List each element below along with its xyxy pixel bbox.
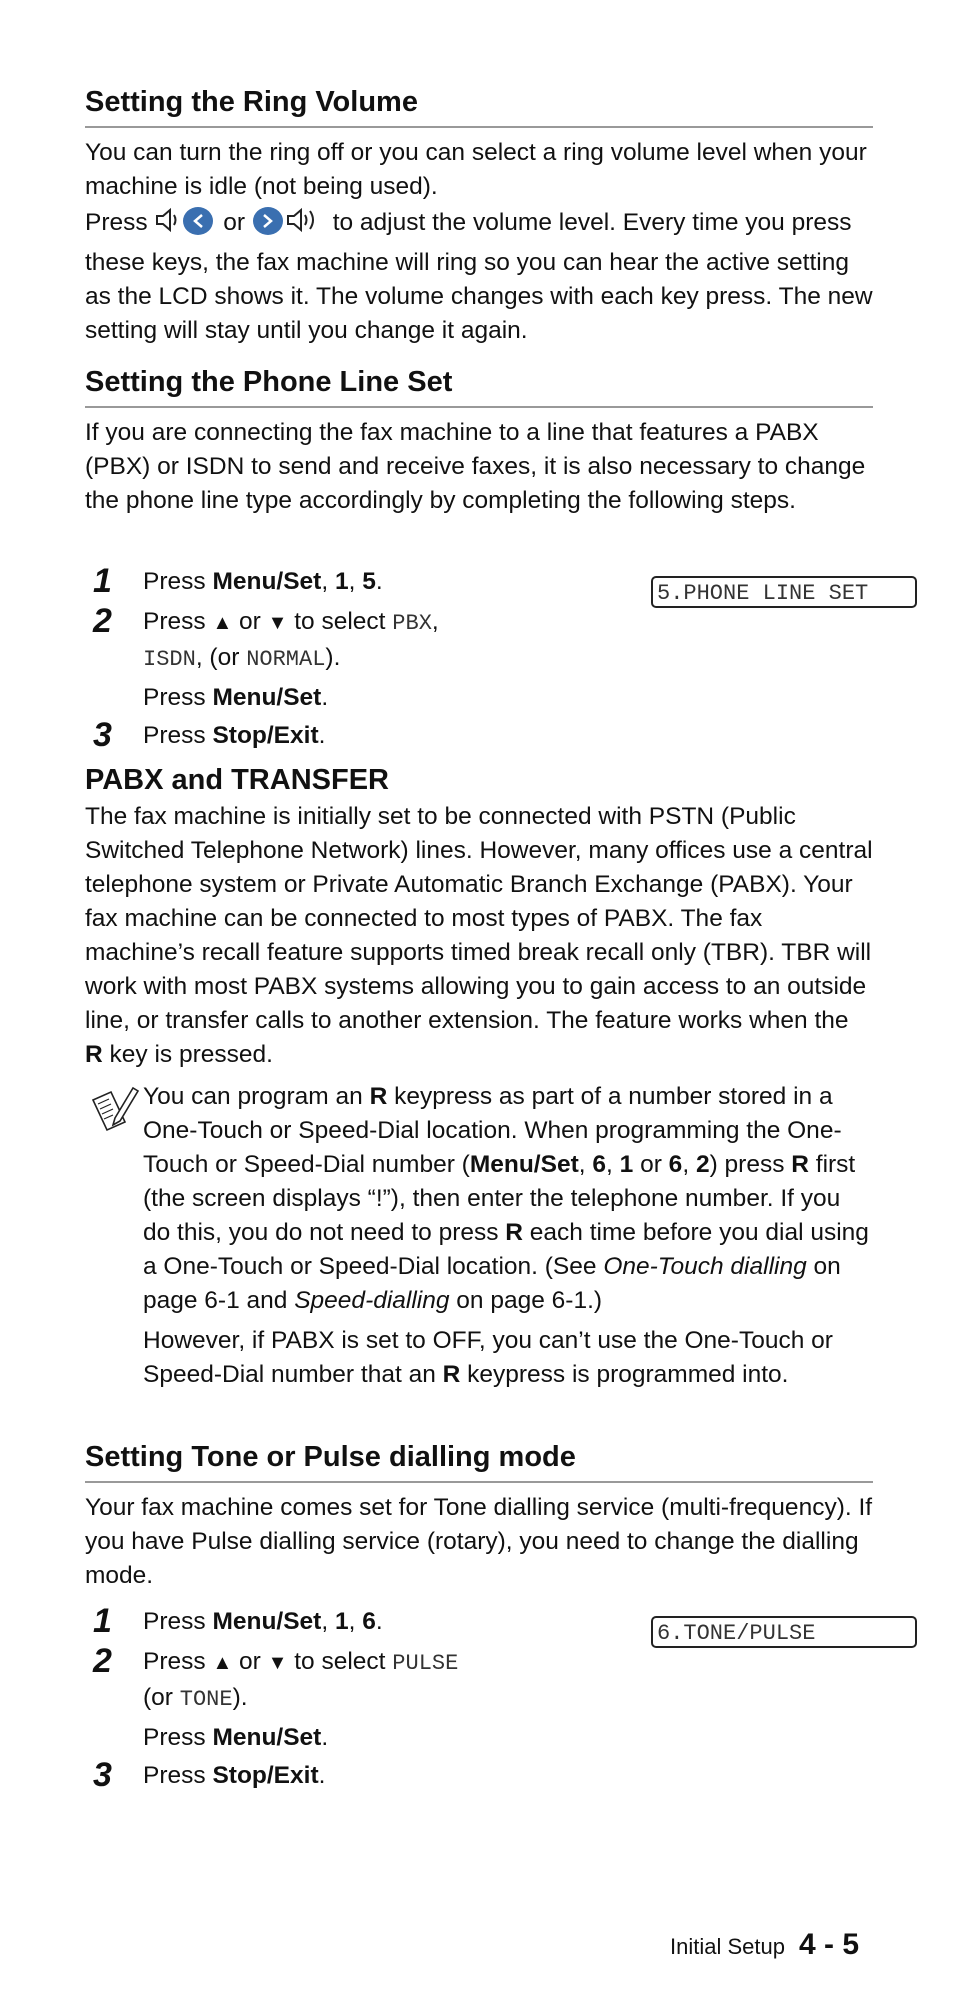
note-text: You can program an R keypress as part of a number stored in a One-Touch or Speed-Dial location. When programming the One-Touch or Speed-Dial number (Menu/Set, 6, 1 or 6, 2) press R first (the screen displays “!”), then enter the telephone number. If you do this, you do not need to press R each time before you dial using a One-Touch or Speed-Dial location. (See One-Touch dialling on page 6-1 and Speed-dialling on page 6-1.) [143,1083,869,1314]
lcd-display-tone-pulse: 6.TONE/PULSE [651,1616,917,1648]
down-arrow-icon: ▼ [267,1652,288,1674]
phone-line-intro: If you are connecting the fax machine to a line that features a PABX (PBX) or ISDN to send and receive faxes, it is also necessary to change the phone line type accordingly by completing the following steps. [85,419,866,514]
ring-volume-instructions: Press or to adjust the volume level. Every time you press these keys, the fax machine will ring so you can hear the active setting as the LCD shows it. The volume changes with each key press. The new setting will stay until you change it again. [85,204,873,348]
step-1: 1 Press Menu/Set, 1, 5. [93,562,383,600]
lcd-display-phone-line: 5.PHONE LINE SET [651,576,917,608]
section-tone-pulse [85,1439,873,1593]
step-1: 1 Press Menu/Set, 1, 6. [93,1602,383,1640]
step-2: 2 Press ▲ or ▼ to select PULSE (or TONE). Press Menu/Set. [93,1642,459,1751]
pabx-intro: The fax machine is initially set to be connected with PSTN (Public Switched Telephone Network) lines. However, many offices use a central telephone system or Private Automatic Branch Exchange (PABX). Your fax machine can be connected to most types of PABX. The fax machine’s recall feature supports timed break recall only (TBR). TBR will work with most PABX systems allowing you to gain access to an outside line, or transfer calls to another extension. The feature works when the R key is pressed. [85,803,873,1068]
heading-tone-pulse: Setting Tone or Pulse dialling mode [85,1439,873,1483]
volume-down-key-icon [154,204,216,246]
note-block [85,1080,873,1392]
section-ring-volume [85,84,873,348]
down-arrow-icon: ▼ [267,612,288,634]
tone-pulse-intro: Your fax machine comes set for Tone dialling service (multi-frequency). If you have Pulse dialling service (rotary), you need to change the dialling mode. [85,1494,873,1589]
up-arrow-icon: ▲ [212,612,233,634]
heading-pabx-transfer: PABX and TRANSFER [85,764,389,796]
step-3: 3 Press Stop/Exit. [93,716,326,754]
step-3: 3 Press Stop/Exit. [93,1756,326,1794]
volume-up-key-icon [252,204,326,246]
note-text-2: However, if PABX is set to OFF, you can’t use the One-Touch or Speed-Dial number that an R keypress is programmed into. [143,1327,833,1388]
page-number: 4 - 5 [798,1928,859,1961]
heading-ring-volume: Setting the Ring Volume [85,84,873,128]
phone-line-steps [85,562,585,754]
footer-section-label: Initial Setup [670,1934,785,1959]
heading-phone-line-set: Setting the Phone Line Set [85,364,873,408]
step-2: 2 Press ▲ or ▼ to select PBX, ISDN, (or NORMAL). Press Menu/Set. [93,602,439,711]
section-pabx-transfer [85,762,873,1392]
tone-pulse-steps [85,1602,585,1794]
page-footer [670,1928,859,1962]
ring-volume-intro: You can turn the ring off or you can select a ring volume level when your machine is idle (not being used). [85,139,867,200]
note-pencil-icon [89,1082,141,1134]
section-phone-line-set [85,364,873,518]
up-arrow-icon: ▲ [212,1652,233,1674]
